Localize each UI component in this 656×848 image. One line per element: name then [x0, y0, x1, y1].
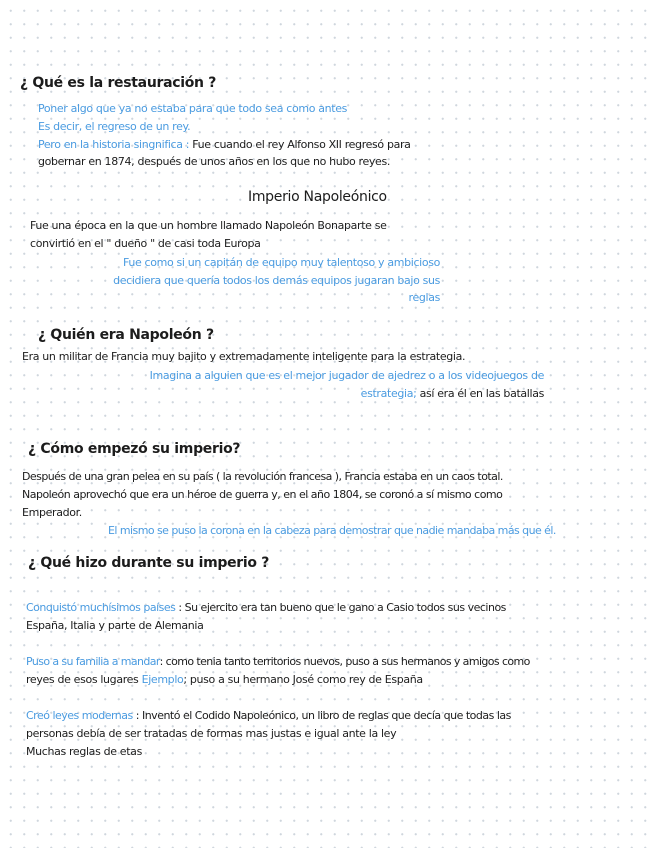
heading-que-hizo: ¿ Qué hizo durante su imperio ? — [28, 555, 270, 571]
quien-blue-1: Imagina a alguien que es el mejor jugador de ajedrez o a los videojuegos de — [149, 369, 544, 382]
como-line-2: Napoleón aprovechó que era un héroe de guerra y, en el año 1804, se coronó a sí mismo como — [22, 488, 503, 501]
que-hizo-item-1-line-2: España, Italia y parte de Alemania — [26, 619, 204, 632]
como-line-3: Emperador. — [22, 506, 82, 519]
item-2-blue: Puso a su familia a mandar — [26, 655, 160, 668]
quien-line-2 — [60, 387, 544, 401]
item-2-line-2-blue: Ejemplo — [141, 673, 184, 686]
restauracion-line-3 — [38, 138, 411, 152]
restauracion-line-3-black: Fue cuando el rey Alfonso XII regresó para — [189, 138, 411, 151]
item-1-black: : Su ejercito era tan bueno que le gano a Casio todos sus vecinos — [175, 601, 506, 614]
item-3-black: : Inventó el Codido Napoleónico, un libro de reglas que decía que todas las — [132, 709, 511, 722]
item-3-blue: Creó leyes modernas — [26, 709, 133, 722]
restauracion-line-3-blue: Pero en la historia singnifica : — [38, 138, 190, 151]
heading-restauracion: ¿ Qué es la restauración ? — [20, 75, 217, 91]
imperio-blue-1: Fue como si un capitán de equipo muy talentoso y ambicioso — [122, 256, 440, 269]
que-hizo-item-3 — [26, 709, 511, 723]
quien-line-1: Era un militar de Francia muy bajito y extremadamente inteligente para la estrategia. — [22, 350, 466, 363]
item-2-line-2-black: reyes de esos lugares — [26, 673, 142, 686]
imperio-line-1: Fue una época en la que un hombre llamado Napoleón Bonaparte se — [30, 219, 387, 232]
item-2-black: : como tenia tanto territorios nuevos, puso a sus hermanos y amigos como — [159, 655, 530, 668]
quien-line-2-blue: estrategia; — [360, 387, 417, 400]
heading-quien-era: ¿ Quién era Napoleón ? — [38, 327, 214, 343]
como-line-1: Después de una gran pelea en su país ( la revolución francesa ), Francia estaba en un caos total. — [22, 470, 503, 483]
imperio-blue-2: decidiera que quería todos los demás equipos jugaran bajo sus — [113, 274, 440, 287]
que-hizo-item-3-line-3: Muchas reglas de etas — [26, 745, 142, 758]
que-hizo-item-2 — [26, 655, 530, 669]
restauracion-line-4: gobernar en 1874, después de unos años en los que no hubo reyes. — [38, 155, 390, 168]
que-hizo-item-3-line-2: personas debía de ser tratadas de formas mas justas e igual ante la ley — [26, 727, 397, 740]
restauracion-line-1: Poner algo que ya no estaba para que todo sea como antes — [38, 102, 348, 115]
heading-como-empezo: ¿ Cómo empezó su imperio? — [28, 441, 241, 457]
que-hizo-item-1 — [26, 601, 506, 615]
item-1-blue: Conquistó muchísimos países — [26, 601, 176, 614]
que-hizo-item-2-line-2 — [26, 673, 423, 687]
quien-line-2-black: así era él en las batallas — [416, 387, 544, 400]
title-imperio-napoleonico: Imperio Napoleónico — [248, 189, 387, 205]
item-2-line-2-black-2: ; puso a su hermano José como rey de España — [183, 673, 423, 686]
imperio-line-2: convirtió en el " dueño " de casi toda Europa — [30, 237, 261, 250]
como-blue-1: El mismo se puso la corona en la cabeza para demostrar que nadie mandaba más que él. — [108, 524, 556, 537]
restauracion-line-2: Es decir, el regreso de un rey. — [38, 120, 191, 133]
imperio-blue-3: reglas — [408, 291, 440, 304]
